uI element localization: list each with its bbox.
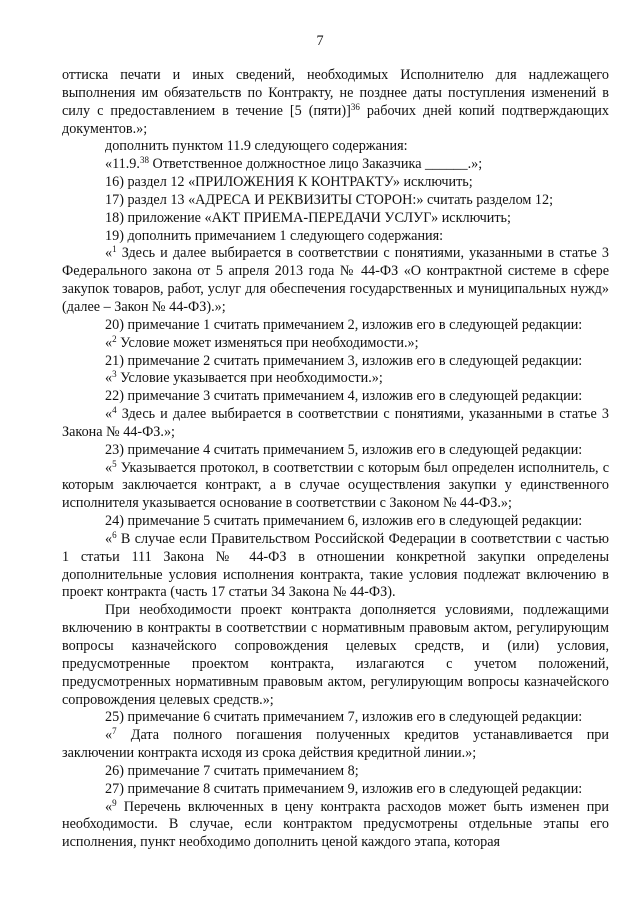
paragraph-text: 25) примечание 6 считать примечанием 7, изложив его в следующей редакции: [105,709,583,726]
paragraph-text: 26) примечание 7 считать примечанием 8; [105,762,359,779]
paragraph [62,335,609,353]
paragraph [62,602,609,709]
paragraph [62,727,609,763]
paragraph-text: оттиска печати и иных сведений, необходимых Исполнителю для надлежащего выполнения им обязательств по Контракту, не позднее даты поступления изменений в силу с предоставлением в течение [5 (пяти)] [62,67,609,119]
paragraph-text: 22) примечание 3 считать примечанием 4, изложив его в следующей редакции: [105,388,583,405]
paragraph-text: « [105,727,113,744]
footnote-ref: 9 [112,797,117,808]
paragraph-text: 24) примечание 5 считать примечанием 6, изложив его в следующей редакции: [105,513,583,530]
page-number: 7 [316,33,324,49]
paragraph-text: 23) примечание 4 считать примечанием 5, изложив его в следующей редакции: [105,441,583,458]
document-body [62,67,609,852]
paragraph-text: В случае если Правительством Российской Федерации в соответствии с частью 1 статьи 111 Закона № 44-ФЗ в отношении конкретной закупки определены дополнительные условия исполнения контракта, такие условия подлежат включению в проект контракта (часть 17 статьи 34 Закона № 44-ФЗ). [62,530,609,601]
paragraph-text: « [105,245,113,262]
paragraph [62,245,609,316]
footnote-ref: 2 [112,333,117,344]
paragraph-text: 16) раздел 12 «ПРИЛОЖЕНИЯ К КОНТРАКТУ» исключить; [105,174,473,191]
paragraph-text: Ответственное должностное лицо Заказчика ______.»; [148,156,483,173]
paragraph-text: дополнить пунктом 11.9 следующего содержания: [105,138,408,155]
paragraph-text: 19) дополнить примечанием 1 следующего содержания: [105,227,444,244]
footnote-ref: 38 [139,155,149,166]
paragraph [62,370,609,388]
footnote-ref: 5 [112,458,117,469]
paragraph [62,799,609,853]
paragraph-text: 20) примечание 1 считать примечанием 2, изложив его в следующей редакции: [105,316,583,333]
footnote-ref: 4 [112,405,117,416]
paragraph [62,228,609,246]
paragraph [62,156,609,174]
paragraph [62,460,609,514]
paragraph-text: « [105,798,113,815]
paragraph-text: « [105,334,113,351]
paragraph-text: 17) раздел 13 «АДРЕСА И РЕКВИЗИТЫ СТОРОН:» считать разделом 12; [105,191,554,208]
paragraph [62,531,609,602]
paragraph-text: « [105,459,113,476]
paragraph [62,388,609,406]
paragraph [62,317,609,335]
paragraph [62,192,609,210]
paragraph [62,210,609,228]
paragraph-text: 27) примечание 8 считать примечанием 9, изложив его в следующей редакции: [105,780,583,797]
paragraph-text: Указывается протокол, в соответствии с которым был определен исполнитель, с которым заключается контракт, а в случае осуществления закупки у единственного исполнителя указывается основание в соответствии с Законом № 44-ФЗ.»; [62,459,609,512]
paragraph-text: « [105,530,113,547]
paragraph-text: Перечень включенных в цену контракта расходов может быть изменен при необходимости. В случае, если контрактом предусмотрены отдельные этапы его исполнения, пункт необходимо дополнить ценой каждого этапа, которая [62,798,609,851]
footnote-ref: 3 [112,369,117,380]
paragraph-text: Здесь и далее выбирается в соответствии с понятиями, указанными в статье 3 Федерального закона от 5 апреля 2013 года № 44-ФЗ «О контрактной системе в сфере закупок товаров, работ, услуг для обеспечения государственных и муниципальных нужд» (далее – Закон № 44-ФЗ).»; [62,245,609,315]
paragraph [62,67,609,138]
paragraph [62,709,609,727]
footnote-ref: 36 [350,101,360,112]
paragraph [62,781,609,799]
paragraph-text: « [105,406,113,423]
paragraph-text: Условие указывается при необходимости.»; [116,370,383,387]
paragraph-text: Дата полного погашения полученных кредитов устанавливается при заключении контракта исходя из срока действия кредитной линии.»; [62,727,609,762]
paragraph-text: При необходимости проект контракта дополняется условиями, подлежащими включению в контракты в соответствии с нормативным правовым актом, регулирующим вопросы казначейского сопровождения целевых средств, и (или) условия, предусмотренные проектом контракта, излагаются с учетом положений, предусмотренных нормативным правовым актом, регулирующим вопросы казначейского сопровождения целевых средств.»; [62,602,609,708]
paragraph-text: Здесь и далее выбирается в соответствии с понятиями, указанными в статье 3 Закона № 44-ФЗ.»; [62,406,609,440]
paragraph-text: «11.9. [105,156,140,173]
paragraph [62,174,609,192]
paragraph-text: Условие может изменяться при необходимости.»; [116,334,419,351]
paragraph-text: 18) приложение «АКТ ПРИЕМА-ПЕРЕДАЧИ УСЛУГ» исключить; [105,209,511,226]
paragraph-text: рабочих дней копий подтверждающих документов.»; [62,102,609,137]
paragraph [62,353,609,371]
paragraph [62,763,609,781]
paragraph [62,138,609,156]
paragraph [62,513,609,531]
paragraph-text: 21) примечание 2 считать примечанием 3, изложив его в следующей редакции: [105,352,583,369]
footnote-ref: 1 [112,244,117,255]
paragraph-text: « [105,370,113,387]
paragraph [62,442,609,460]
footnote-ref: 6 [112,529,117,540]
footnote-ref: 7 [112,726,117,737]
paragraph [62,406,609,442]
